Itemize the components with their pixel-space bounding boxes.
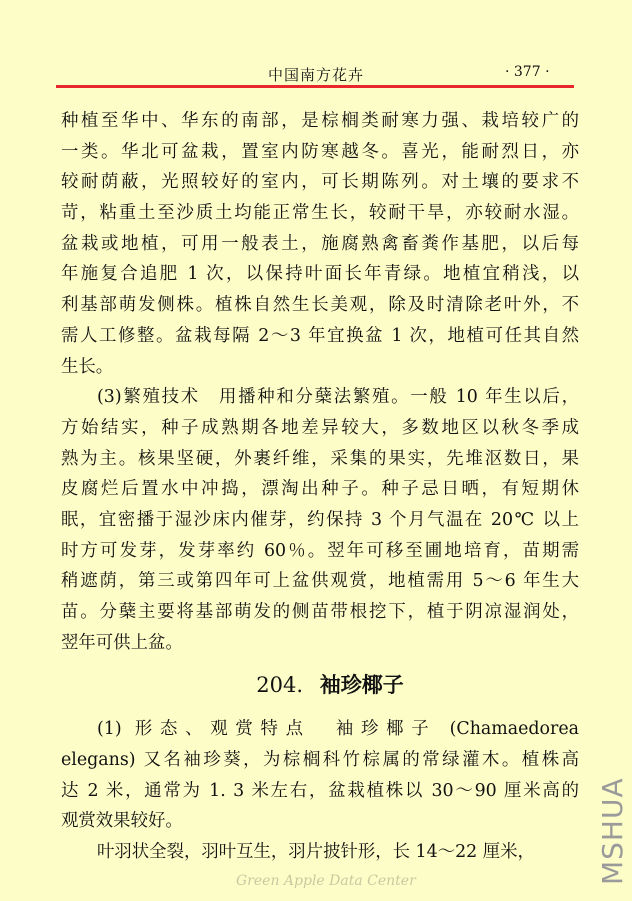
text-line: (1) 形态、观赏特点 袖珍椰子 (Chamaedorea [97,719,579,740]
text-line: 翌年可供上盆。 [61,632,183,653]
text-line: elegans) 又名袖珍葵，为棕榈科竹棕属的常绿灌木。植株高 [61,750,579,771]
page-body [61,106,579,868]
text-line: 时方可发芽，发芽率约 60％。翌年可移至圃地培育，苗期需 [61,540,579,561]
running-title: 中国南方花卉 [268,66,365,84]
page-number: · 377 · [505,64,550,80]
text-line: 稍遮荫，第三或第四年可上盆供观赏，地植需用 5～6 年生大 [61,571,579,592]
section-title: 袖珍椰子 [319,673,404,698]
page-header [0,62,632,84]
paragraph-propagation [61,382,579,658]
paragraph-morphology [61,714,579,837]
text-line: 年施复合追肥 1 次，以保持叶面长年青绿。地植宜稍浅，以 [61,264,579,285]
text-line: 种植至华中、华东的南部，是棕榈类耐寒力强、栽培较广的 [61,111,579,131]
text-line: 苛，粘重土至沙质土均能正常生长，较耐干旱，亦较耐水湿。 [61,203,579,224]
paragraph-cultivation [61,106,579,382]
text-line: 利基部萌发侧株。植株自然生长美观，除及时清除老叶外，不 [61,295,579,316]
section-number: 204. [256,673,304,698]
text-line: 观赏效果较好。 [61,811,183,832]
text-line: 眠，宜密播于湿沙床内催芽，约保持 3 个月气温在 20℃ 以上 [61,509,579,530]
text-line: 需人工修整。盆栽每隔 2～3 年宜换盆 1 次，地植可任其自然 [61,325,579,346]
text-line: 达 2 米，通常为 1. 3 米左右，盆栽植株以 30～90 厘米高的 [61,780,579,801]
bottom-watermark: Green Apple Data Center [236,873,416,889]
text-line: 皮腐烂后置水中冲捣，漂淘出种子。种子忌日晒，有短期休 [61,479,579,500]
side-watermark: MSHUA [596,777,629,885]
paragraph-leaves [61,837,579,868]
section-heading [61,670,579,700]
text-line: 较耐荫蔽，光照较好的室内，可长期陈列。对土壤的要求不 [61,172,579,193]
text-line: 熟为主。核果坚硬，外裹纤维，采集的果实，先堆沤数日，果 [61,448,579,469]
text-line: 叶羽状全裂，羽叶互生，羽片披针形，长 14～22 厘米， [97,842,535,863]
text-line: 盆栽或地植，可用一般表土，施腐熟禽畜粪作基肥，以后每 [61,233,579,254]
header-rule [56,85,574,88]
text-line: (3)繁殖技术 用播种和分蘖法繁殖。一般 10 年生以后， [97,387,579,408]
text-line: 方始结实，种子成熟期各地差异较大，多数地区以秋冬季成 [61,417,579,438]
text-line: 一类。华北可盆栽，置室内防寒越冬。喜光，能耐烈日，亦 [61,141,579,162]
text-line: 生长。 [61,356,114,377]
text-line: 苗。分蘖主要将基部萌发的侧苗带根挖下，植于阴凉湿润处， [61,602,579,622]
